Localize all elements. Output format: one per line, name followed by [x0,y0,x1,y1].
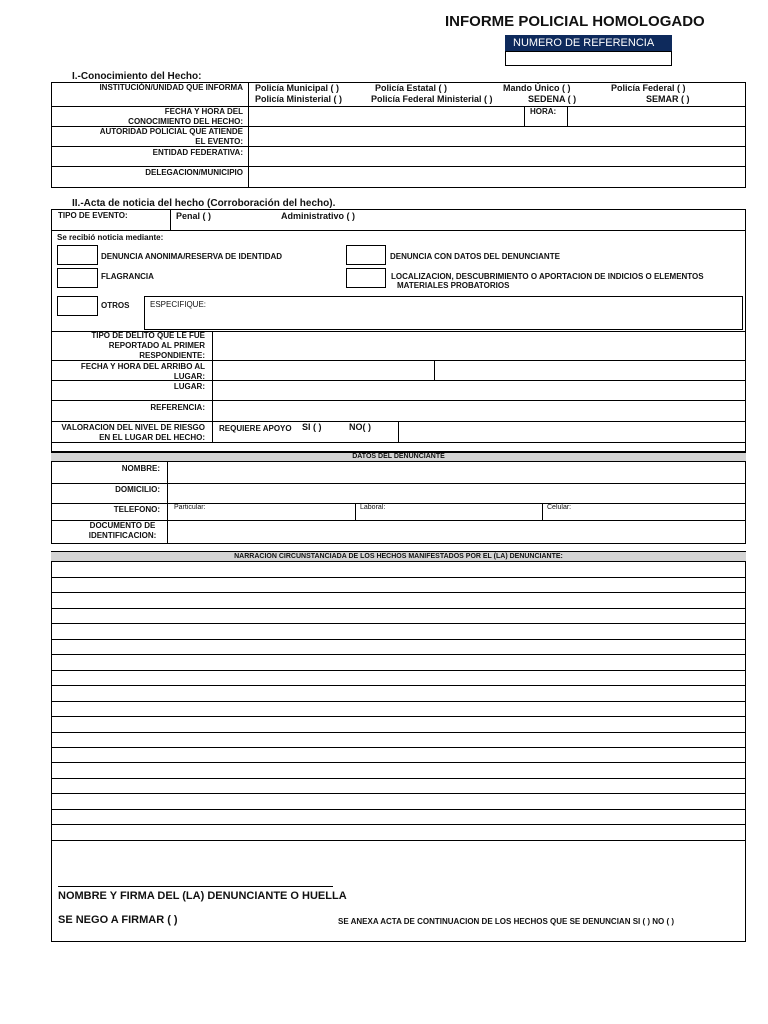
tipo-evento-label: TIPO DE EVENTO: [58,211,128,220]
narracion-line[interactable] [51,670,746,671]
opt-localizacion-label-1: LOCALIZACION, DESCUBRIMIENTO O APORTACION DE INDICIOS O ELEMENTOS [391,272,704,281]
tipo-delito-label: TIPO DE DELITO QUE LE FUE REPORTADO AL PRIMER RESPONDIENTE: [91,331,205,360]
narracion-line[interactable] [51,623,746,624]
tipo-evento-administrativo[interactable]: Administrativo ( ) [281,211,356,221]
checkbox-localizacion[interactable] [346,268,386,288]
page-title: INFORME POLICIAL HOMOLOGADO [445,13,705,30]
institucion-opt-mando-unico[interactable]: Mando Único ( ) [503,83,571,93]
fecha-arribo-label: FECHA Y HORA DEL ARRIBO AL LUGAR: [80,362,205,381]
delegacion-label: DELEGACION/MUNICIPIO [145,168,243,177]
institucion-opt-federal[interactable]: Policía Federal ( ) [611,83,686,93]
reference-number-label-text: NUMERO DE REFERENCIA [513,37,655,49]
hora-label: HORA: [530,107,557,116]
nombre-label: NOMBRE: [121,464,160,473]
telefono-laboral-label: Laboral: [360,504,386,511]
narracion-line[interactable] [51,732,746,733]
institucion-opt-municipal[interactable]: Policía Municipal ( ) [255,83,340,93]
firma-label: NOMBRE Y FIRMA DEL (LA) DENUNCIANTE O HUELLA [58,890,347,902]
entidad-label: ENTIDAD FEDERATIVA: [152,148,243,157]
telefono-particular-label: Particular: [174,504,206,511]
narracion-line[interactable] [51,793,746,794]
narracion-line[interactable] [51,608,746,609]
noticia-label: Se recibió noticia mediante: [57,233,164,242]
narracion-line[interactable] [51,654,746,655]
section1-heading: I.-Conocimiento del Hecho: [72,71,202,82]
institucion-opt-estatal[interactable]: Policía Estatal ( ) [375,83,448,93]
especifique-label: ESPECIFIQUE: [150,300,207,309]
autoridad-label: AUTORIDAD POLICIAL QUE ATIENDE EL EVENTO: [99,127,243,146]
reference-number-label [505,35,672,51]
narracion-line[interactable] [51,762,746,763]
opt-otros-label: OTROS [101,301,130,310]
documento-label: DOCUMENTO DE IDENTIFICACION: [88,521,157,540]
narracion-heading: NARRACION CIRCUNSTANCIADA DE LOS HECHOS MANIFESTADOS POR EL (LA) DENUNCIANTE: [234,553,563,560]
apoyo-si[interactable]: SI ( ) [302,422,322,432]
denunciante-heading: DATOS DEL DENUNCIANTE [352,453,445,460]
fecha-conocimiento-label: FECHA Y HORA DEL CONOCIMIENTO DEL HECHO: [128,107,243,126]
tipo-evento-penal[interactable]: Penal ( ) [176,211,212,221]
requiere-apoyo-label: REQUIERE APOYO [219,424,292,433]
domicilio-label: DOMICILIO: [115,485,160,494]
opt-localizacion-label-2: MATERIALES PROBATORIOS [397,281,510,290]
institucion-opt-sedena[interactable]: SEDENA ( ) [528,94,577,104]
anexa-acta-label[interactable]: SE ANEXA ACTA DE CONTINUACION DE LOS HECHOS QUE SE DENUNCIAN SI ( ) NO ( ) [338,917,675,926]
checkbox-flagrancia[interactable] [57,268,98,288]
telefono-celular-label: Celular: [547,504,572,511]
narracion-line[interactable] [51,639,746,640]
telefono-label: TELEFONO: [113,505,160,514]
narracion-line[interactable] [51,840,746,841]
narracion-line[interactable] [51,685,746,686]
referencia-label: REFERENCIA: [150,403,205,412]
apoyo-no[interactable]: NO( ) [349,422,371,432]
institucion-opt-federal-ministerial[interactable]: Policía Federal Ministerial ( ) [371,94,493,104]
reference-number-field[interactable] [505,51,672,66]
especifique-field[interactable] [144,296,743,330]
checkbox-otros[interactable] [57,296,98,316]
opt-datos-label: DENUNCIA CON DATOS DEL DENUNCIANTE [390,252,560,261]
narracion-line[interactable] [51,747,746,748]
institucion-opt-ministerial[interactable]: Policía Ministerial ( ) [255,94,343,104]
narracion-line[interactable] [51,824,746,825]
opt-anonima-label: DENUNCIA ANONIMA/RESERVA DE IDENTIDAD [101,252,283,261]
institucion-opt-semar[interactable]: SEMAR ( ) [646,94,690,104]
valoracion-label: VALORACION DEL NIVEL DE RIESGO EN EL LUGAR DEL HECHO: [61,423,205,442]
lugar-label: LUGAR: [173,382,205,391]
narracion-line[interactable] [51,809,746,810]
narracion-line[interactable] [51,577,746,578]
section2-heading: II.-Acta de noticia del hecho (Corroboración del hecho). [72,198,336,209]
nego-firmar-label[interactable]: SE NEGO A FIRMAR ( ) [58,914,178,926]
narracion-line[interactable] [51,592,746,593]
opt-flagrancia-label: FLAGRANCIA [101,272,154,281]
institucion-label: INSTITUCIÓN/UNIDAD QUE INFORMA [99,83,243,92]
checkbox-datos-denunciante[interactable] [346,245,386,265]
narracion-line[interactable] [51,778,746,779]
narracion-line[interactable] [51,716,746,717]
checkbox-anonima[interactable] [57,245,98,265]
narracion-line[interactable] [51,701,746,702]
